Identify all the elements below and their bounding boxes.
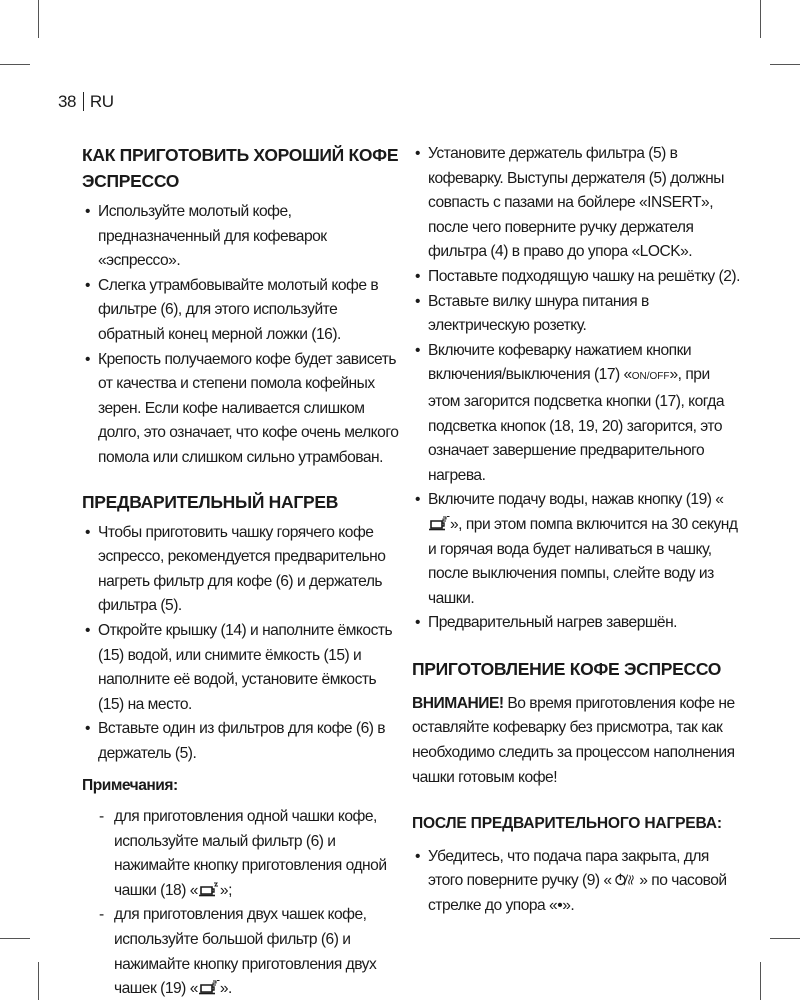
list-item: • Поставьте подходящую чашку на решётку (2). (412, 265, 742, 290)
list-item (96, 805, 400, 903)
crop-mark (0, 938, 30, 939)
crop-mark (770, 938, 800, 939)
after-text-tail: » по часовой стрелке до упора «•». (428, 872, 727, 915)
crop-mark (38, 962, 39, 1000)
note-text: для приготовления двух чашек кофе, используйте большой фильтр (6) и нажимайте кнопку приготовления двух чашек (19) « (114, 906, 377, 998)
water-text-tail: », при этом помпа включится на 30 секунд и горячая вода будет наливаться в чашку, после выключения помпы, слейте воду из чашки. (428, 515, 738, 607)
notes-list (82, 805, 400, 1002)
note-tail: ». (219, 980, 232, 998)
double-cup-icon (428, 516, 450, 531)
list-item: • Вставьте вилку шнура питания в электрическую розетку. (412, 290, 742, 339)
note-text: для приготовления одной чашки кофе, используйте малый фильтр (6) и нажимайте кнопку приготовления одной чашки (18) « (114, 808, 387, 899)
list-item (412, 845, 742, 919)
list-item: • Чтобы приготовить чашку горячего кофе эспрессо, рекомендуется предварительно нагреть фильтр для кофе (6) и держатель фильтра (5). (82, 521, 400, 619)
list-item: • Предварительный нагрев завершён. (412, 611, 742, 636)
crop-mark (760, 962, 761, 1000)
list-item: • Крепость получаемого кофе будет зависеть от качества и степени помола кофейных зерен. Если кофе наливается слишком долго, это означает, что кофе очень мелкого помола или слишком сильно утрамбован. (82, 348, 400, 471)
power-text-tail: », при этом загорится подсветка кнопки (17), когда подсветка кнопок (18, 19, 20) загорится, это означает завершение предварительного нагрева. (428, 366, 725, 484)
after-preheat-list (412, 845, 742, 919)
language-label: RU (89, 92, 114, 111)
left-column (82, 142, 400, 1002)
list-item: • Откройте крышку (14) и наполните ёмкость (15) водой, или снимите ёмкость (15) и наполните её водой, установите ёмкость (15) на место. (82, 619, 400, 717)
warning-text: Во время приготовления кофе не оставляйте кофеварку без присмотра, так как необходимо следить за процессом наполнения чашки готовым кофе! (412, 694, 735, 786)
list-item: • Используйте молотый кофе, предназначенный для кофеварок «эспрессо». (82, 200, 400, 274)
section-heading-espresso-prep: ПРИГОТОВЛЕНИЕ КОФЕ ЭСПРЕССО (412, 658, 722, 679)
list-item (412, 339, 742, 489)
crop-mark (760, 0, 761, 38)
water-text: Включите подачу воды, нажав кнопку (19) « (428, 491, 724, 509)
page-number: 38 (58, 92, 84, 111)
crop-mark (38, 0, 39, 38)
warning-label: ВНИМАНИЕ! (412, 694, 504, 712)
list-item: • Вставьте один из фильтров для кофе (6) в держатель (5). (82, 717, 400, 766)
notes-label: Примечания: (82, 777, 178, 795)
good-espresso-list (82, 200, 400, 471)
after-text: Убедитесь, что подача пара закрыта, для этого поверните ручку (9) « (428, 847, 709, 890)
section-heading-after-preheat: ПОСЛЕ ПРЕДВАРИТЕЛЬНОГО НАГРЕВА: (412, 815, 722, 833)
note-tail: »; (219, 881, 232, 899)
list-item (412, 488, 742, 611)
single-cup-icon (198, 882, 220, 897)
list-item: • Слегка утрамбовывайте молотый кофе в фильтре (6), для этого используйте обратный конец мерной ложки (16). (82, 274, 400, 348)
steam-knob-icon (615, 872, 635, 887)
right-column (412, 142, 742, 919)
power-text: Включите кофеварку нажатием кнопки включения/выключения (17) « (428, 341, 692, 384)
install-list (412, 142, 742, 636)
preheat-list (82, 521, 400, 767)
crop-mark (0, 64, 30, 65)
list-item: • Установите держатель фильтра (5) в кофеварку. Выступы держателя (5) должны совпасть с пазами на бойлере «INSERT», после чего поверните ручку держателя фильтра (4) в право до упора «LOCK». (412, 142, 742, 265)
crop-mark (770, 64, 800, 65)
section-heading-preheat: ПРЕДВАРИТЕЛЬНЫЙ НАГРЕВ (82, 491, 339, 512)
warning-paragraph (412, 692, 742, 790)
onoff-label: ON/OFF (631, 371, 670, 383)
double-cup-icon (198, 980, 220, 995)
section-heading-good-espresso: КАК ПРИГОТОВИТЬ ХОРОШИЙ КОФЕ ЭСПРЕССО (82, 145, 399, 191)
list-item (96, 903, 400, 1001)
page-header (58, 92, 113, 112)
